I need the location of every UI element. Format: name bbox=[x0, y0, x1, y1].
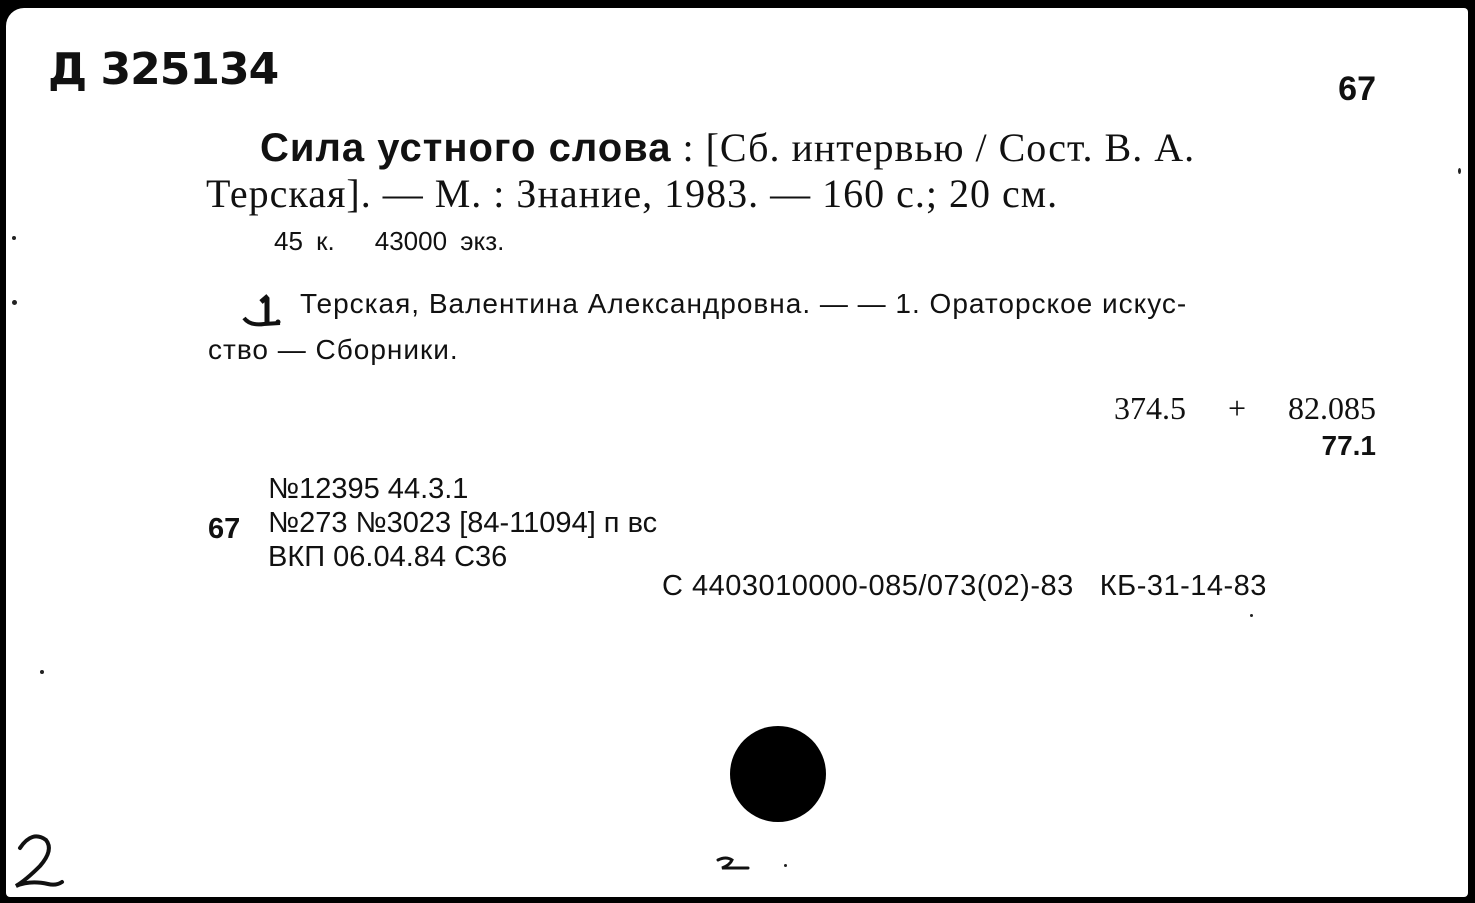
kb-code: КБ-31-14-83 bbox=[1099, 570, 1267, 602]
speck bbox=[12, 236, 16, 240]
tech-number: 67 bbox=[208, 513, 241, 545]
title-line-2: Терская]. — М. : Знание, 1983. — 160 с.; 20 см. bbox=[206, 171, 1059, 216]
class-right: 82.085 bbox=[1288, 390, 1376, 426]
tech-block bbox=[268, 472, 657, 574]
title-rest: : [Сб. интервью / Сост. В. А. bbox=[671, 125, 1196, 170]
price: 45 к. bbox=[274, 226, 335, 256]
tech-line-1: №12395 44.3.1 bbox=[268, 473, 469, 505]
subject-mark-icon bbox=[240, 288, 286, 328]
isbn-code: С 4403010000-085/073(02)-83 bbox=[662, 570, 1074, 602]
subject-line-1: Терская, Валентина Александровна. — — 1. Ораторское искус- bbox=[300, 288, 1188, 319]
speck bbox=[784, 864, 787, 867]
class-plus: + bbox=[1227, 390, 1246, 426]
speck bbox=[1458, 168, 1461, 174]
catalog-card bbox=[6, 8, 1468, 897]
tech-line-2: №273 №3023 [84-11094] п вс bbox=[268, 507, 658, 539]
price-line bbox=[274, 226, 504, 257]
inventory-number: Д 325134 bbox=[48, 44, 279, 95]
tech-line-3: ВКП 06.04.84 С36 bbox=[268, 541, 508, 573]
speck bbox=[1250, 614, 1253, 617]
speck bbox=[12, 300, 17, 305]
subject-line-2: ство — Сборники. bbox=[208, 334, 459, 365]
book-title: Сила устного слова bbox=[260, 126, 672, 170]
speck bbox=[40, 670, 44, 674]
class-sub: 77.1 bbox=[1321, 430, 1376, 461]
isbn-line bbox=[662, 570, 1267, 603]
copies: 43000 экз. bbox=[374, 226, 505, 256]
class-left: 374.5 bbox=[1113, 390, 1186, 426]
punch-hole bbox=[730, 726, 826, 822]
classification-row bbox=[1114, 390, 1376, 427]
handwritten-2-corner-icon bbox=[10, 826, 66, 896]
handwritten-2-bottom-icon bbox=[710, 854, 754, 874]
title-line-1 bbox=[260, 124, 1195, 171]
corner-number: 67 bbox=[1338, 70, 1376, 108]
